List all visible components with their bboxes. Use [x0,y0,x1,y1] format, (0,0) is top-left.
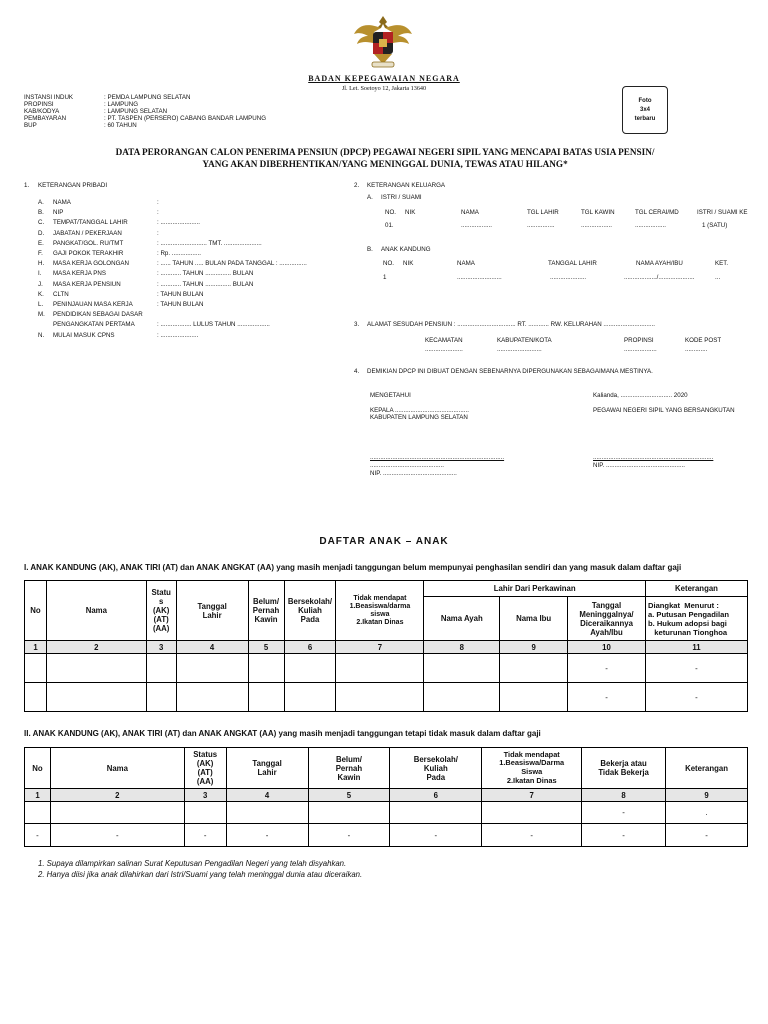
col-header-keterangan-detail: Diangkat Menurut : a. Putusan Pengadilan b. Hukum adopsi bagi keturunan Tionghoa [645,597,747,641]
info-labels [24,94,73,129]
item-value: : Rp. ................. [157,250,202,258]
address-col-propinsi: PROPINSI [624,337,654,344]
child-heading: ANAK KANDUNG [381,246,431,253]
table-cell: - [482,824,582,847]
col-header-tidak-mendapat: Tidak mendapat 1.Beasiswa/Darma Siswa 2.Ikatan Dinas [482,748,582,789]
child-col-nik: NIK [403,260,414,267]
col-header-status: Statu s (AK) (AT) (AA) [146,581,176,641]
column-number: 1 [25,789,51,802]
column-number: 10 [568,641,646,654]
table-cell [146,683,176,712]
document-title [40,146,730,170]
col-header-tidak-mendapat: Tidak mendapat 1.Beasiswa/darma siswa 2.Ikatan Dinas [336,581,424,641]
column-number: 6 [390,789,482,802]
spouse-col-tgl-lahir: TGL LAHIR [527,209,559,216]
child-letter: B. [367,246,373,253]
address-dots-kabupaten: .......................... [497,346,542,353]
item-label: MASA KERJA GOLONGAN [53,260,129,268]
footnote-2: 2. Hanya diisi jika anak dilahirkan dari Istri/Suami yang telah meninggal dunia atau diceraikan. [38,870,363,879]
info-value: : 60 TAHUN [104,122,137,129]
address-dots-kecamatan: ...................... [425,346,463,353]
col-header-belum-pernah-kawin: Belum/ Pernah Kawin [308,748,390,789]
address-col-kabupaten: KABUPATEN/KOTA [497,337,552,344]
table-cell [25,654,47,683]
child-row-ket: ... [715,274,721,281]
table-cell [308,802,390,824]
table-cell [46,654,146,683]
column-number: 2 [46,641,146,654]
item-value: : [157,229,159,237]
child-row-no: 1 [383,274,387,281]
daftar-anak-title: DAFTAR ANAK – ANAK [319,536,449,547]
item-value: : ........................... TMT. ...................... [157,239,262,247]
table-cell [500,654,568,683]
col-header-nama-ayah: Nama Ayah [424,597,500,641]
item-letter: J. [38,280,43,288]
info-label: BUP [24,122,37,129]
table-cell [390,802,482,824]
table-cell [424,683,500,712]
photo-label-3: terbaru [634,115,656,122]
col-header-belum-pernah-kawin: Belum/ Pernah Kawin [248,581,284,641]
item-label: PANGKAT/GOL. RU/TMT [53,239,124,247]
child-col-tgl-lahir: TANGGAL LAHIR [548,260,597,267]
spouse-row-ke: 1 (SATU) [702,222,728,229]
section-1-heading: KETERANGAN PRIBADI [38,182,108,189]
section-3-number: 3. [354,321,360,328]
item-letter: M. [38,311,45,319]
item-label: PENINJAUAN MASA KERJA [53,301,133,309]
col-header-nama: Nama [50,748,184,789]
spouse-row-nama: .................. [461,222,492,229]
table-cell: - [645,683,747,712]
kepala-label: KEPALA ........................................... [370,407,469,414]
table-cell [25,683,47,712]
pegawai-label: PEGAWAI NEGERI SIPIL YANG BERSANGKUTAN [593,407,735,414]
spouse-col-nama: NAMA [461,209,479,216]
table-cell [248,654,284,683]
spouse-heading: ISTRI / SUAMI [381,194,422,201]
item-value: : TAHUN BULAN [157,301,204,309]
table-cell: - [50,824,184,847]
kabupaten-label: KABUPATEN LAMPUNG SELATAN [370,414,468,421]
table-cell [226,802,308,824]
info-label: KAB/KODYA [24,108,60,115]
column-number: 9 [500,641,568,654]
section-1-number: 1. [24,182,30,189]
item-letter: E. [38,239,44,247]
column-number: 7 [336,641,424,654]
table-cell [336,654,424,683]
table-cell [284,654,336,683]
child-col-nama: NAMA [457,260,475,267]
col-header-bersekolah: Bersekolah/ Kuliah Pada [284,581,336,641]
item-value: : ............ TAHUN ............... BULAN [157,280,254,288]
table-cell: - [666,824,748,847]
table-cell [424,654,500,683]
info-label: PEMBAYARAN [24,115,67,122]
column-number: 8 [582,789,666,802]
item-letter [38,320,45,330]
child-col-ket: KET. [715,260,729,267]
item-label: MASA KERJA PENSIUN [53,280,121,288]
child-row-tgl-lahir: ..................... [550,274,587,281]
table-cell: - [390,824,482,847]
item-value [157,310,307,320]
item-value: : ....................... [157,219,200,227]
item-value: : TAHUN BULAN [157,290,204,298]
column-number: 5 [248,641,284,654]
statement-text: DEMIKIAN DPCP INI DIBUAT DENGAN SEBENARNYA DIPERGUNAKAN SEBAGAIMANA MESTINYA. [367,368,653,375]
table-cell [176,654,248,683]
section-ii-heading: II. ANAK KANDUNG (AK), ANAK TIRI (AT) dan ANAK ANGKAT (AA) yang masih menjadi tanggungan tetapi tidak masuk dalam daftar gaji [24,729,541,738]
column-number: 4 [176,641,248,654]
table-cell [482,802,582,824]
table-cell [46,683,146,712]
personal-letters [38,198,45,341]
signature-line-left: .............................................................................. [370,454,505,461]
address-col-kode-post: KODE POST [685,337,722,344]
section-4-number: 4. [354,368,360,375]
personal-values [157,198,307,341]
photo-label-1: Foto [638,97,652,104]
table-cell [25,802,51,824]
column-number: 8 [424,641,500,654]
column-number-row [25,641,748,654]
spouse-col-nik: NIK [405,209,416,216]
item-value: : ...................... [157,331,199,339]
item-letter: C. [38,219,45,227]
title-line-1: DATA PERORANGAN CALON PENERIMA PENSIUN (DPCP) PEGAWAI NEGERI SIPIL YANG MENCAPAI BATAS USIA PENSIN/ [115,147,655,157]
col-header-tanggal-meninggal: Tanggal Meninggalnya/ Diceraikannya Ayah/Ibu [568,597,646,641]
table-row [25,654,748,683]
table-cell: - [568,654,646,683]
col-header-nama: Nama [46,581,146,641]
child-col-no: NO. [383,260,395,267]
table-cell: - [308,824,390,847]
spouse-col-tgl-cerai: TGL CERAI/MD [635,209,679,216]
table-cell [184,802,226,824]
item-letter: F. [38,250,43,258]
column-number: 7 [482,789,582,802]
info-value: : PEMDA LAMPUNG SELATAN [104,94,191,101]
item-label: TEMPAT/TANGGAL LAHIR [53,219,128,227]
spouse-col-no: NO. [385,209,397,216]
agency-address: Jl. Let. Soetoyo 12, Jakarta 13640 [341,85,427,92]
item-value: : .................. LULUS TAHUN ................... [157,321,270,329]
mengetahui-label: MENGETAHUI [370,392,411,399]
children-table-2 [24,747,748,847]
spouse-col-ke: ISTRI / SUAMI KE [697,209,748,216]
spouse-letter: A. [367,194,373,201]
table-cell: - [582,802,666,824]
item-label: JABATAN / PEKERJAAN [53,229,122,237]
table-cell: - [25,824,51,847]
item-value: : ...... TAHUN ..... BULAN PADA TANGGAL : ................ [157,260,307,268]
table-cell: - [582,824,666,847]
table-cell [500,683,568,712]
child-col-nama-ayah-ibu: NAMA AYAH/IBU [636,260,683,267]
item-label: MASA KERJA PNS [53,270,106,278]
footnote-1: 1. Supaya dilampirkan salinan Surat Keputusan Pengadilan Negeri yang telah disyahkan. [38,859,347,868]
col-header-lahir-dari-perkawinan: Lahir Dari Perkawinan [424,581,646,597]
item-letter: A. [38,199,44,206]
child-row-nama: .......................... [457,274,502,281]
item-value: : [157,199,159,206]
personal-labels [53,198,143,341]
address-line: ALAMAT SESUDAH PENSIUN : .................................. RT. ............ RW. KELURAHAN .............................. [367,321,656,328]
table-cell: - [645,654,747,683]
table-cell [336,683,424,712]
column-number: 11 [645,641,747,654]
spouse-row-tgl-kawin: .................. [581,222,612,229]
col-header-bersekolah: Bersekolah/ Kuliah Pada [390,748,482,789]
spouse-col-tgl-kawin: TGL KAWIN [581,209,615,216]
item-label: MULAI MASUK CPNS [53,331,115,339]
item-label: PENGANGKATAN PERTAMA [53,321,135,329]
column-number: 3 [146,641,176,654]
column-number: 1 [25,641,47,654]
table-cell [50,802,184,824]
info-value: : PT. TASPEN (PERSERO) CABANG BANDAR LAMPUNG [104,115,267,122]
info-value: : LAMPUNG [104,101,139,108]
column-number-row [25,789,748,802]
table-cell [146,654,176,683]
place-date: Kalianda, .............................. 2020 [593,392,688,399]
address-col-kecamatan: KECAMATAN [425,337,463,344]
table-cell: . [666,802,748,824]
signature-dots-left: ........................................... [370,462,444,469]
nip-right: NIP. .............................................. [593,462,686,469]
spouse-row-no: 01. [385,222,394,229]
info-label: PROPINSI [24,101,54,108]
column-number: 6 [284,641,336,654]
section-2-heading: KETERANGAN KELUARGA [367,182,446,189]
col-header-keterangan: Keterangan [666,748,748,789]
nip-left: NIP. ........................................... [370,470,457,477]
item-letter: N. [38,331,45,339]
section-2-number: 2. [354,182,360,189]
table-cell: - [568,683,646,712]
table-cell: - [226,824,308,847]
footnotes [38,858,362,880]
col-header-tanggal-lahir: Tanggal Lahir [176,581,248,641]
child-row-nama-ayah-ibu: .................../..................... [624,274,695,281]
garuda-emblem [352,12,414,70]
signature-line-right: ...................................................................... [593,454,714,461]
agency-name: BADAN KEPEGAWAIAN NEGARA [308,74,460,83]
col-header-status: Status (AK) (AT) (AA) [184,748,226,789]
address-dots-propinsi: ................... [624,346,657,353]
item-letter: L. [38,301,44,309]
column-number: 9 [666,789,748,802]
item-label: GAJI POKOK TERAKHIR [53,250,124,258]
column-number: 5 [308,789,390,802]
children-table-1 [24,580,748,712]
column-number: 2 [50,789,184,802]
table-row [25,683,748,712]
photo-box [622,86,668,134]
item-letter: I. [38,270,42,278]
section-i-heading: I. ANAK KANDUNG (AK), ANAK TIRI (AT) dan ANAK ANGKAT (AA) yang masih menjadi tanggungan belum mempunyai penghasilan sendiri dan yang masuk dalam daftar gaji [24,563,682,572]
title-line-2: YANG AKAN DIBERHENTIKAN/YANG MENINGGAL DUNIA, TEWAS ATAU HILANG* [202,159,568,169]
item-label: CLTN [53,290,69,298]
address-dots-kode-post: ............. [685,346,708,353]
column-number: 4 [226,789,308,802]
info-values [104,94,266,129]
item-letter: D. [38,229,45,237]
col-header-bekerja: Bekerja atau Tidak Bekerja [582,748,666,789]
col-header-no: No [25,748,51,789]
item-label: NIP [53,209,64,217]
photo-label-2: 3x4 [639,106,650,113]
table-cell: - [184,824,226,847]
item-letter: K. [38,290,44,298]
table-row [25,802,748,824]
spouse-row-tgl-lahir: ................ [527,222,555,229]
item-letter: H. [38,260,45,268]
item-label: NAMA [53,199,71,206]
col-header-no: No [25,581,47,641]
table-row [25,824,748,847]
info-label: INSTANSI INDUK [24,94,74,101]
table-cell [284,683,336,712]
spouse-row-tgl-cerai: .................. [635,222,666,229]
item-letter: B. [38,209,44,217]
col-header-nama-ibu: Nama Ibu [500,597,568,641]
col-header-tanggal-lahir: Tanggal Lahir [226,748,308,789]
col-header-keterangan: Keterangan [645,581,747,597]
item-label: PENDIDIKAN SEBAGAI DASAR [53,311,143,319]
item-value: : ............ TAHUN ............... BULAN [157,270,254,278]
table-cell [248,683,284,712]
info-value: : LAMPUNG SELATAN [104,108,168,115]
item-value: : [157,209,159,217]
table-cell [176,683,248,712]
column-number: 3 [184,789,226,802]
